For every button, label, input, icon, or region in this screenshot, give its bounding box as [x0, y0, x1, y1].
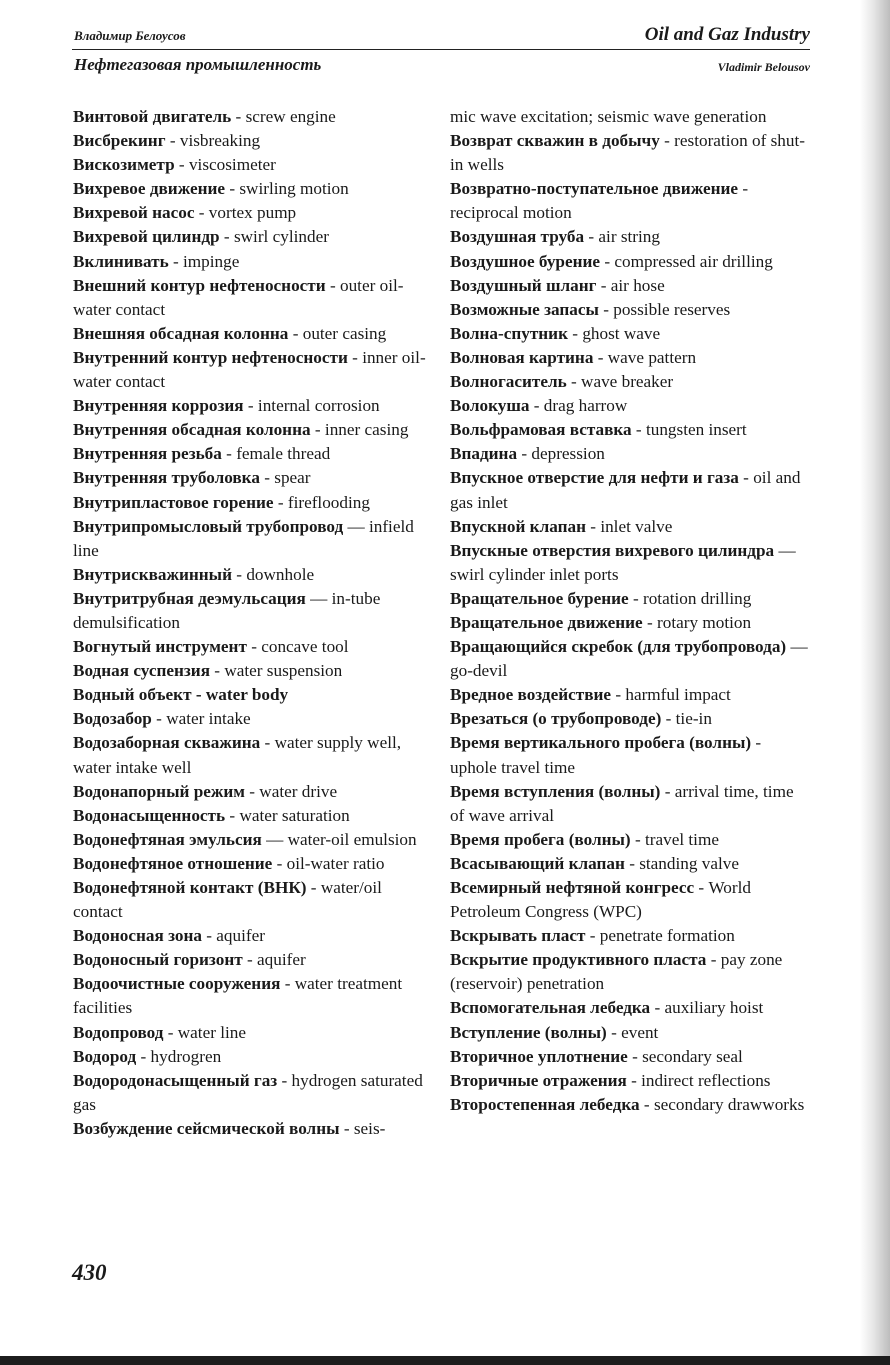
entry-term: Внутрипромысловый трубопровод	[73, 516, 344, 536]
entry-translation: spear	[274, 468, 311, 488]
entry-separator: -	[598, 299, 614, 319]
entry-translation: water saturation	[239, 805, 350, 825]
entry-translation: swirling motion	[239, 179, 349, 199]
entry-term: Волокуша	[450, 396, 530, 416]
entry-term: Водопровод	[73, 1022, 164, 1042]
dictionary-entry	[73, 129, 429, 153]
dictionary-entry	[73, 346, 429, 394]
entry-translation: aquifer	[216, 926, 265, 946]
entry-separator: -	[260, 733, 275, 753]
entry-separator: -	[627, 1046, 643, 1066]
dictionary-entry	[73, 707, 429, 731]
entry-term: Воздушное бурение	[450, 251, 601, 271]
dictionary-entry	[73, 683, 429, 707]
left-column	[73, 105, 429, 1141]
entry-separator: -	[259, 468, 275, 488]
entry-separator: -	[288, 323, 303, 343]
dictionary-entry	[73, 1069, 429, 1117]
entry-translation: swirl cylinder inlet ports	[450, 564, 619, 584]
dictionary-entry	[73, 394, 429, 418]
entry-translation: outer casing	[302, 323, 387, 343]
entry-term: Водород	[73, 1046, 137, 1066]
dictionary-entry	[73, 563, 429, 587]
dictionary-entry	[73, 948, 429, 972]
page-edge-shadow	[860, 0, 890, 1365]
right-column	[450, 105, 810, 1117]
entry-term: Водонефтяная эмульсия	[73, 829, 262, 849]
entry-translation: infield line	[73, 516, 414, 560]
entry-separator: -	[174, 155, 189, 175]
entry-translation: secondary drawworks	[653, 1094, 805, 1114]
entry-separator: -	[517, 444, 532, 464]
entry-term: Внутренняя резьба	[73, 444, 222, 464]
entry-translation: inner oil-water contact	[73, 347, 426, 392]
entry-term: Время пробега (волны)	[450, 829, 631, 849]
entry-term: Воздушная труба	[450, 227, 585, 247]
entry-separator: -	[606, 1022, 622, 1042]
dictionary-entry	[450, 539, 810, 587]
entry-translation: penetrate formation	[599, 926, 735, 946]
entry-translation: oil and gas inlet	[450, 468, 801, 512]
entry-separator: -	[277, 1070, 292, 1090]
entry-translation: air hose	[610, 275, 665, 295]
entry-term: Воздушный шланг	[450, 275, 597, 295]
entry-separator: -	[584, 227, 599, 247]
entry-translation: hydrogen saturated gas	[73, 1070, 423, 1114]
entry-separator: -	[280, 974, 295, 994]
entry-translation: inner casing	[324, 420, 409, 440]
dictionary-entry	[450, 250, 810, 274]
entry-translation: aquifer	[257, 950, 306, 970]
entry-term: Время вертикального пробега (волны)	[450, 733, 752, 753]
entry-separator: —	[786, 637, 808, 657]
dictionary-entry	[450, 635, 810, 683]
running-header-title-en: Oil and Gaz Industry	[644, 24, 810, 45]
entry-translation: rotation drilling	[642, 588, 752, 608]
entry-separator: -	[163, 1022, 178, 1042]
entry-translation: internal corrosion	[257, 396, 380, 416]
dictionary-entry	[450, 274, 810, 298]
dictionary-entry	[450, 466, 810, 514]
dictionary-entry	[73, 972, 429, 1020]
entry-term: Водонефтяное отношение	[73, 853, 273, 873]
entry-term: Внутренняя труболовка	[73, 468, 260, 488]
entry-translation: viscosimeter	[188, 155, 276, 175]
entry-term: Вискозиметр	[73, 155, 175, 175]
entry-separator: -	[630, 829, 645, 849]
entry-term: Врезаться (о трубопроводе)	[450, 709, 662, 729]
dictionary-entry	[450, 370, 810, 394]
dictionary-entry	[450, 418, 810, 442]
entry-translation: auxiliary hoist	[664, 998, 764, 1018]
entry-separator: -	[593, 347, 608, 367]
dictionary-entry	[73, 442, 429, 466]
entry-separator: -	[219, 227, 234, 247]
entry-term: Вредное воздействие	[450, 685, 612, 705]
entry-translation: in-tube demulsification	[73, 588, 381, 632]
dictionary-entry	[450, 1021, 810, 1045]
entry-translation: reciprocal motion	[450, 203, 572, 223]
entry-separator: -	[624, 853, 640, 873]
entry-translation: mic wave excitation; seismic wave generation	[450, 107, 767, 126]
entry-translation: tungsten insert	[645, 420, 747, 440]
entry-translation: restoration of shut-in wells	[450, 131, 805, 175]
entry-separator: -	[626, 1070, 642, 1090]
entry-translation: impinge	[183, 251, 240, 271]
entry-term: Водная суспензия	[73, 661, 210, 681]
dictionary-entry	[73, 515, 429, 563]
dictionary-entry	[450, 731, 810, 779]
entry-separator: -	[585, 516, 601, 536]
entry-translation: ghost wave	[582, 323, 661, 343]
dictionary-entry	[450, 177, 810, 225]
entry-term: Водонасыщенность	[73, 805, 226, 825]
dictionary-entry	[450, 346, 810, 370]
entry-translation: harmful impact	[625, 685, 731, 705]
dictionary-entry	[73, 876, 429, 924]
entry-translation: pay zone (reservoir) penetration	[450, 950, 783, 994]
dictionary-entry	[450, 707, 810, 731]
entry-separator: -	[628, 588, 643, 608]
entry-term: Впускное отверстие для нефти и газа	[450, 468, 739, 488]
entry-term: Вихревой насос	[73, 203, 195, 223]
entry-term: Внешний контур нефтеносности	[73, 275, 326, 295]
dictionary-entry	[73, 587, 429, 635]
entry-translation: screw engine	[245, 107, 336, 126]
dictionary-entry	[450, 225, 810, 249]
entry-translation: water supply well, water intake well	[73, 733, 402, 777]
dictionary-entry	[73, 225, 429, 249]
entry-term: Вогнутый инструмент	[73, 637, 247, 657]
entry-separator: -	[661, 709, 676, 729]
header-divider	[72, 49, 810, 50]
entry-term: Винтовой двигатель	[73, 107, 232, 126]
dictionary-entry	[73, 828, 429, 852]
entry-translation: swirl cylinder	[233, 227, 329, 247]
entry-translation: outer oil-water contact	[73, 275, 404, 319]
entry-term: Возвратно-поступательное движение	[450, 179, 739, 199]
entry-term: Вспомогательная лебедка	[450, 998, 651, 1018]
entry-translation: travel time	[644, 829, 719, 849]
entry-separator: -	[273, 492, 288, 512]
entry-separator: -	[751, 733, 762, 753]
entry-separator: -	[244, 781, 260, 801]
entry-separator: -	[529, 396, 544, 416]
entry-translation: event	[621, 1022, 659, 1042]
entry-separator: -	[310, 420, 325, 440]
page-number: 430	[72, 1260, 107, 1285]
entry-term: Водонефтяной контакт (ВНК)	[73, 878, 307, 897]
entry-translation: air string	[598, 227, 660, 247]
entry-term: Вихревое движение	[73, 179, 226, 199]
entry-translation: indirect reflections	[641, 1070, 771, 1090]
entry-term: Вихревой цилиндр	[73, 227, 220, 247]
entry-separator: -	[201, 926, 217, 946]
entry-separator: —	[774, 540, 796, 560]
dictionary-entry	[73, 201, 429, 225]
entry-separator: -	[585, 926, 600, 946]
dictionary-entry	[450, 515, 810, 539]
entry-translation: tie-in	[675, 709, 712, 729]
dictionary-entry	[73, 250, 429, 274]
entry-separator: —	[261, 829, 288, 849]
entry-separator: -	[225, 805, 240, 825]
dictionary-entry	[73, 418, 429, 442]
dictionary-entry	[73, 1117, 429, 1141]
entry-separator: -	[231, 107, 246, 126]
entry-separator: -	[210, 661, 225, 681]
entry-term: Внутренняя обсадная колонна	[73, 420, 311, 440]
entry-translation: possible reserves	[613, 299, 731, 319]
entry-separator: -	[221, 444, 237, 464]
entry-translation: seis-	[353, 1118, 386, 1138]
entry-separator: -	[231, 564, 247, 584]
entry-translation: water line	[177, 1022, 247, 1042]
entry-separator: -	[738, 468, 754, 488]
entry-separator: -	[136, 1046, 151, 1066]
entry-translation: depression	[531, 444, 605, 464]
entry-translation: uphole travel time	[450, 757, 576, 777]
running-header-author-en: Vladimir Belousov	[717, 60, 810, 74]
entry-translation: water intake	[166, 709, 251, 729]
dictionary-entry	[73, 659, 429, 683]
dictionary-entry	[73, 804, 429, 828]
dictionary-entry	[73, 780, 429, 804]
entry-translation: fireflooding	[287, 492, 370, 512]
entry-translation: drag harrow	[543, 396, 628, 416]
entry-separator: -	[242, 950, 258, 970]
entry-term: Всасывающий клапан	[450, 853, 625, 873]
dictionary-entry	[450, 394, 810, 418]
entry-term: Водородонасыщенный газ	[73, 1070, 278, 1090]
dictionary-entry	[450, 442, 810, 466]
entry-separator: -	[659, 131, 675, 151]
entry-separator: -	[639, 1094, 654, 1114]
entry-separator: -	[168, 251, 184, 271]
entry-term: Водозаборная скважина	[73, 733, 261, 753]
entry-translation: female thread	[236, 444, 331, 464]
entry-translation: go-devil	[450, 661, 508, 681]
entry-translation: standing valve	[639, 853, 739, 873]
entry-term: Время вступления (волны)	[450, 781, 661, 801]
dictionary-entry	[450, 828, 810, 852]
entry-term: Всемирный нефтяной конгресс	[450, 878, 695, 897]
entry-term: Возможные запасы	[450, 299, 599, 319]
dictionary-entry	[450, 996, 810, 1020]
running-header-title-ru: Нефтегазовая промышленность	[74, 55, 322, 74]
entry-separator: -	[194, 203, 209, 223]
entry-term: Вторичное уплотнение	[450, 1046, 628, 1066]
dictionary-entry	[450, 322, 810, 346]
dictionary-entry	[73, 105, 429, 129]
entry-separator: -	[631, 420, 646, 440]
running-header-author-ru: Владимир Белоусов	[74, 28, 186, 43]
entry-term: Водоочистные сооружения	[73, 974, 281, 994]
entry-translation: downhole	[246, 564, 315, 584]
entry-term: Водонапорный режим	[73, 781, 245, 801]
entry-separator: —	[343, 516, 369, 536]
entry-term: Вступление (волны)	[450, 1022, 607, 1042]
entry-term: Впускной клапан	[450, 516, 586, 536]
dictionary-entry	[450, 876, 810, 924]
entry-translation: compressed air drilling	[614, 251, 773, 271]
dictionary-entry	[73, 731, 429, 779]
entry-term: Впадина	[450, 444, 518, 464]
entry-separator: -	[272, 853, 287, 873]
entry-translation: inlet valve	[600, 516, 673, 536]
entry-separator: -	[339, 1118, 354, 1138]
dictionary-entry	[73, 635, 429, 659]
entry-separator: -	[566, 372, 582, 392]
entry-separator: -	[225, 179, 240, 199]
entry-translation: World Petroleum Congress (WPC)	[450, 878, 751, 922]
dictionary-entry	[73, 491, 429, 515]
entry-translation: water-oil emulsion	[287, 829, 417, 849]
entry-separator: -	[694, 878, 709, 897]
dictionary-entry	[450, 683, 810, 707]
entry-term: Возврат скважин в добычу	[450, 131, 660, 151]
entry-separator: -	[246, 637, 262, 657]
dictionary-entry	[73, 177, 429, 201]
entry-term: Водоносная зона	[73, 926, 202, 946]
entry-separator: -	[165, 131, 180, 151]
dictionary-entry	[73, 924, 429, 948]
dictionary-entry	[450, 105, 810, 129]
dictionary-entry	[450, 1093, 810, 1117]
entry-term: Вольфрамовая вставка	[450, 420, 632, 440]
dictionary-entry	[450, 924, 810, 948]
entry-term: Вклинивать	[73, 251, 169, 271]
dictionary-entry	[73, 153, 429, 177]
entry-term: Внешняя обсадная колонна	[73, 323, 289, 343]
entry-separator: -	[600, 251, 615, 271]
dictionary-entry	[450, 129, 810, 177]
dictionary-entry	[73, 274, 429, 322]
entry-term: Водоносный горизонт	[73, 950, 243, 970]
entry-term: Внутрискважинный	[73, 564, 232, 584]
entry-term: Возбуждение сейсмической волны	[73, 1118, 340, 1138]
entry-term: Висбрекинг	[73, 131, 166, 151]
dictionary-entry	[73, 1021, 429, 1045]
entry-term: Внутренняя коррозия	[73, 396, 244, 416]
entry-term: Волногаситель	[450, 372, 567, 392]
entry-separator: -	[650, 998, 665, 1018]
entry-term: Вращательное движение	[450, 612, 643, 632]
entry-term: Вращающийся скребок (для трубопровода)	[450, 637, 787, 657]
entry-translation: water drive	[259, 781, 338, 801]
entry-term: Внутренний контур нефтеносности	[73, 347, 348, 367]
entry-term: Волна-спутник	[450, 323, 568, 343]
entry-term: Вторичные отражения	[450, 1070, 627, 1090]
entry-translation: wave breaker	[581, 372, 674, 392]
dictionary-entry	[450, 298, 810, 322]
entry-separator: -	[706, 950, 721, 970]
entry-term: Водозабор	[73, 709, 152, 729]
entry-term: Второстепенная лебедка	[450, 1094, 640, 1114]
dictionary-entry	[450, 852, 810, 876]
entry-term: Волновая картина	[450, 347, 594, 367]
dictionary-entry	[450, 587, 810, 611]
entry-separator: -	[243, 396, 258, 416]
entry-term: Вращательное бурение	[450, 588, 629, 608]
dictionary-entry	[73, 852, 429, 876]
entry-separator: -	[347, 347, 363, 367]
entry-translation: wave pattern	[607, 347, 697, 367]
entry-separator: -	[567, 323, 583, 343]
dictionary-entry	[73, 466, 429, 490]
entry-separator: -	[738, 179, 749, 199]
entry-term: Впускные отверстия вихревого цилиндра	[450, 540, 775, 560]
entry-translation: arrival time, time of wave arrival	[450, 781, 794, 825]
entry-translation: secondary seal	[642, 1046, 743, 1066]
entry-translation: rotary motion	[657, 612, 752, 632]
entry-separator: -	[660, 781, 675, 801]
dictionary-entry	[450, 1045, 810, 1069]
dictionary-entry	[450, 948, 810, 996]
entry-translation: hydrogren	[150, 1046, 222, 1066]
entry-separator: -	[642, 612, 658, 632]
entry-term: Внутрипластовое горение	[73, 492, 274, 512]
dictionary-entry	[450, 780, 810, 828]
scan-bottom-border	[0, 1356, 890, 1365]
entry-term: Водный объект - water body	[73, 685, 289, 705]
entry-term: Внутритрубная деэмульсация	[73, 588, 306, 608]
entry-separator: -	[596, 275, 611, 295]
entry-translation: water treatment facilities	[73, 974, 403, 1018]
dictionary-entry	[450, 1069, 810, 1093]
dictionary-entry	[73, 322, 429, 346]
entry-translation: oil-water ratio	[286, 853, 385, 873]
entry-translation: visbreaking	[179, 131, 261, 151]
entry-translation: vortex pump	[208, 203, 297, 223]
entry-translation: water/oil contact	[73, 878, 382, 922]
dictionary-entry	[450, 611, 810, 635]
entry-translation: concave tool	[261, 637, 349, 657]
entry-separator: -	[325, 275, 340, 295]
entry-separator: —	[305, 588, 332, 608]
entry-separator: -	[306, 878, 321, 897]
entry-term: Вскрытие продуктивного пласта	[450, 950, 707, 970]
dictionary-entry	[73, 1045, 429, 1069]
entry-separator: -	[611, 685, 626, 705]
entry-separator: -	[151, 709, 167, 729]
entry-translation: water suspension	[224, 661, 343, 681]
entry-term: Вскрывать пласт	[450, 926, 586, 946]
